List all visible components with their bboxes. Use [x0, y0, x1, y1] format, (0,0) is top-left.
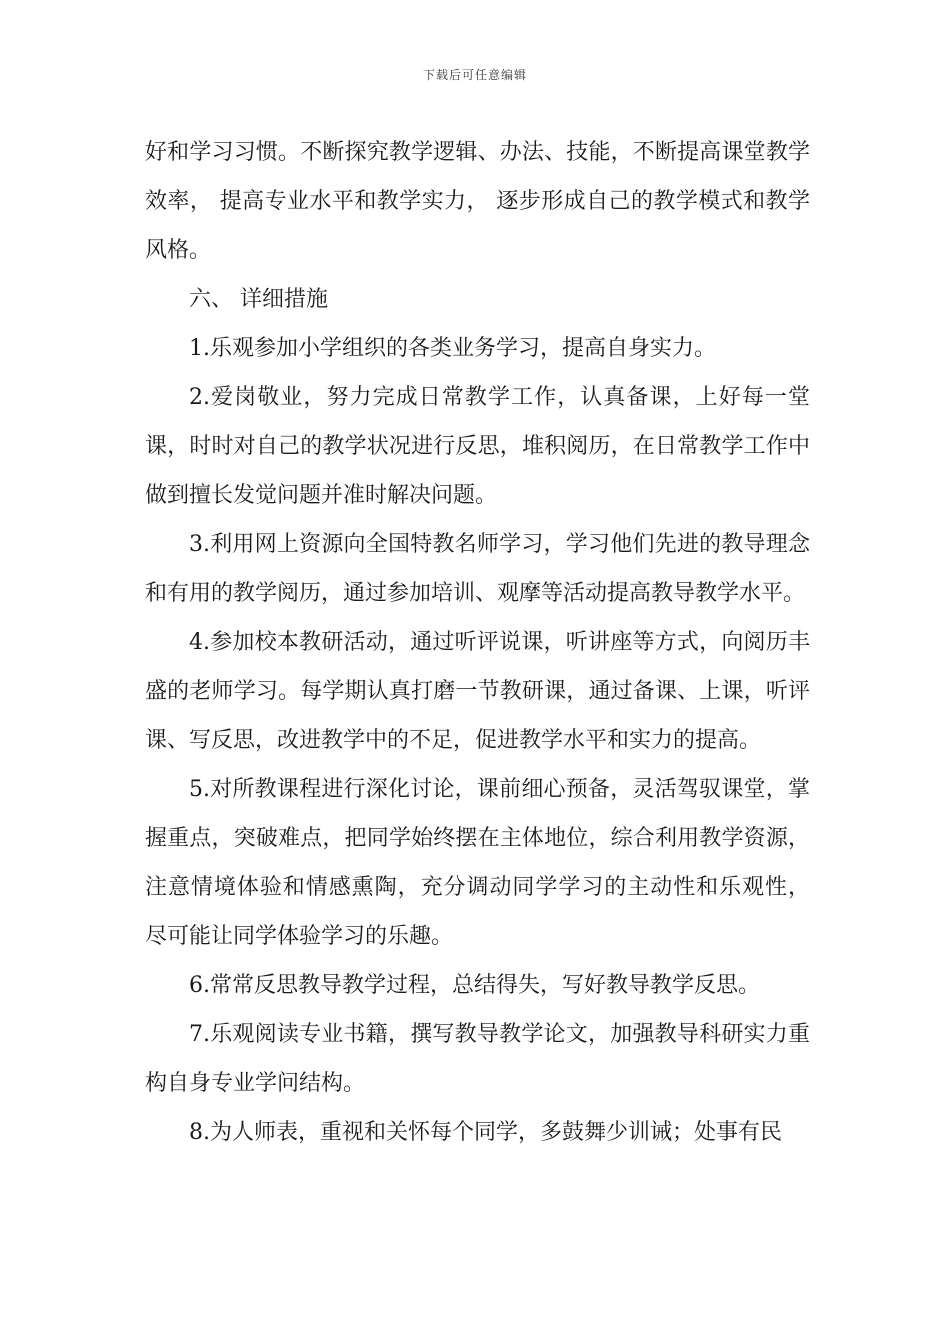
- measure-item-2: 2.爱岗敬业，努力完成日常教学工作，认真备课，上好每一堂课，时时对自己的教学状况进行反思，堆积阅历，在日常教学工作中做到擅长发觉问题并准时解决问题。: [145, 385, 810, 508]
- measure-item-4: 4.参加校本教研活动，通过听评说课，听讲座等方式，向阅历丰盛的老师学习。每学期认真打磨一节教研课，通过备课、上课，听评课、写反思，改进教学中的不足，促进教学水平和实力的提高。: [145, 630, 810, 753]
- measure-item-3: 3.利用网上资源向全国特教名师学习，学习他们先进的教导理念和有用的教学阅历，通过参加培训、观摩等活动提高教导教学水平。: [145, 532, 810, 606]
- section-heading-six: 六、 详细措施: [189, 287, 328, 312]
- document-body: [145, 128, 810, 1157]
- measure-item-5: 5.对所教课程进行深化讨论，课前细心预备，灵活驾驭课堂，掌握重点，突破难点，把同学始终摆在主体地位，综合利用教学资源， 注意情境体验和情感熏陶，充分调动同学学习的主动性和乐观性， 尽可能让同学体验学习的乐趣。: [145, 777, 810, 949]
- measure-item-1: 1.乐观参加小学组织的各类业务学习，提高自身实力。: [189, 336, 716, 361]
- measure-item-6: 6.常常反思教导教学过程，总结得失，写好教导教学反思。: [189, 973, 760, 998]
- paragraph-continuation: 好和学习习惯。不断探究教学逻辑、办法、技能，不断提高课堂教学效率， 提高专业水平和教学实力， 逐步形成自己的教学模式和教学风格。: [145, 140, 810, 263]
- measure-item-8: 8.为人师表，重视和关怀每个同学，多鼓舞少训诫；处事有民: [189, 1120, 782, 1145]
- measure-item-7: 7.乐观阅读专业书籍，撰写教导教学论文，加强教导科研实力重构自身专业学问结构。: [145, 1022, 810, 1096]
- page-header: 下载后可任意编辑: [422, 68, 527, 82]
